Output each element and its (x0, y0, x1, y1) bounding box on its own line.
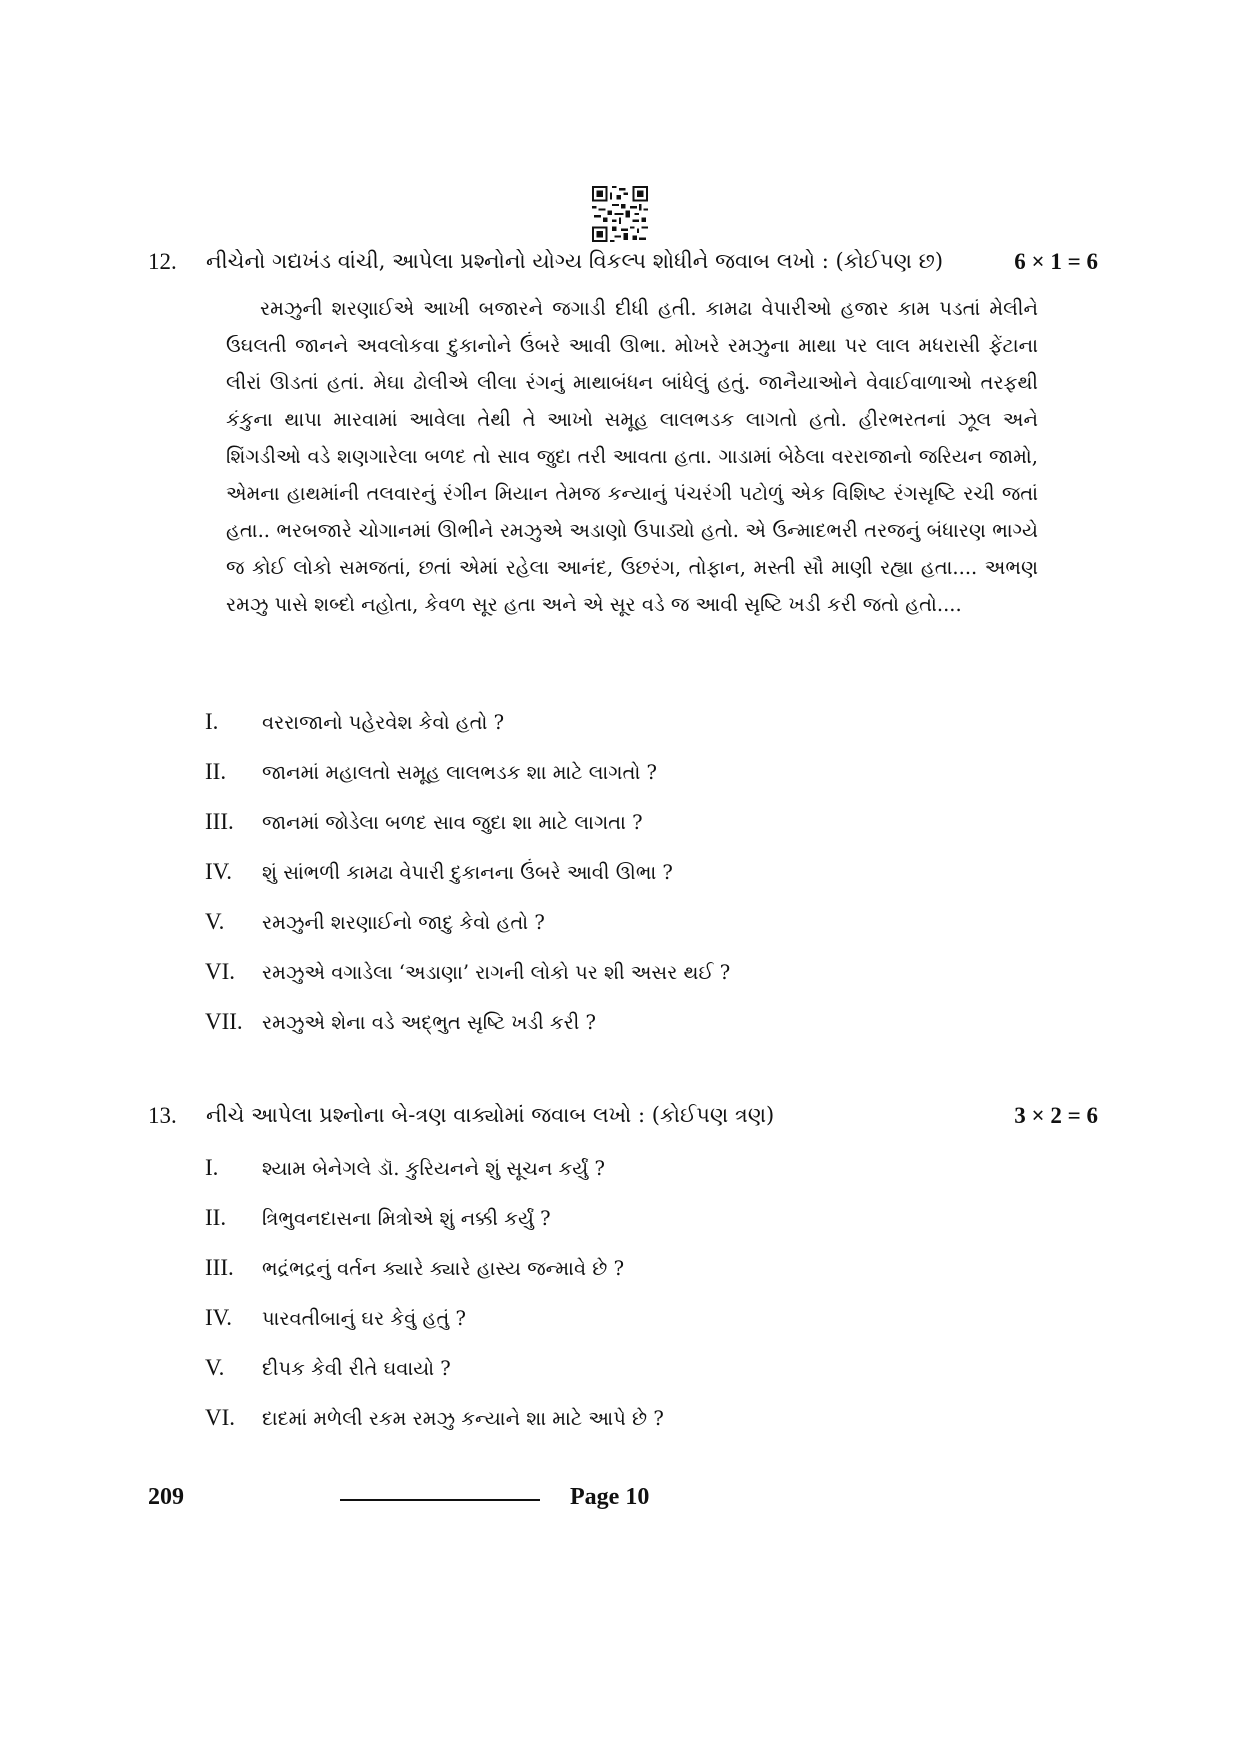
subquestion-numeral: I. (205, 709, 219, 734)
subquestion-text: જાનમાં મહાલતો સમૂહ લાલભડક શા માટે લાગતો ? (262, 761, 657, 784)
question-instruction: નીચે આપેલા પ્રશ્નોના બે-ત્રણ વાક્યોમાં જવાબ લખો : (કોઈપણ ત્રણ) (206, 1103, 775, 1127)
subquestion-numeral: VI. (205, 959, 236, 984)
paper-code: 209 (148, 1484, 184, 1510)
question-number: 13. (148, 1103, 177, 1128)
subquestion-item (205, 859, 1065, 909)
subquestion-numeral: II. (205, 1205, 227, 1230)
subquestion-text: શ્યામ બેનેગલે ડૉ. કુરિયનને શું સૂચન કર્યું ? (262, 1157, 605, 1180)
subquestion-text: ભદ્રંભદ્રનું વર્તન ક્યારે ક્યારે હાસ્ય જન્માવે છે ? (262, 1257, 625, 1280)
subquestion-item (205, 1205, 1065, 1255)
subquestion-numeral: V. (205, 1355, 225, 1380)
subquestion-item (205, 1255, 1065, 1305)
subquestion-text: રમઝુની શરણાઈનો જાદુ કેવો હતો ? (262, 911, 545, 934)
question-number: 12. (148, 249, 177, 274)
page-number: Page 10 (570, 1484, 650, 1510)
footer-divider (340, 1499, 540, 1501)
subquestion-item (205, 959, 1065, 1009)
subquestion-numeral: IV. (205, 859, 233, 884)
subquestion-numeral: III. (205, 1255, 234, 1280)
subquestion-text: દીપક કેવી રીતે ઘવાયો ? (262, 1357, 451, 1380)
subquestion-item (205, 1355, 1065, 1405)
subquestion-item (205, 909, 1065, 959)
subquestion-numeral: VII. (205, 1009, 243, 1034)
subquestion-text: દાદમાં મળેલી રકમ રમઝુ કન્યાને શા માટે આપે છે ? (262, 1407, 664, 1430)
question-12-subquestions (205, 709, 1065, 1059)
subquestion-item (205, 1009, 1065, 1059)
question-marks: 3 × 2 = 6 (1014, 1103, 1098, 1128)
subquestion-item (205, 1155, 1065, 1205)
subquestion-text: ત્રિભુવનદાસના મિત્રોએ શું નક્કી કર્યું ? (262, 1207, 551, 1230)
subquestion-numeral: III. (205, 809, 234, 834)
subquestion-numeral: IV. (205, 1305, 233, 1330)
subquestion-item (205, 709, 1065, 759)
question-instruction: નીચેનો ગદ્યખંડ વાંચી, આપેલા પ્રશ્નોનો યોગ્ય વિકલ્પ શોધીને જવાબ લખો : (કોઈપણ છ) (206, 249, 944, 273)
subquestion-text: શું સાંભળી કામઢા વેપારી દુકાનના ઉંબરે આવી ઊભા ? (262, 861, 673, 884)
subquestion-numeral: VI. (205, 1405, 236, 1430)
subquestion-item (205, 759, 1065, 809)
subquestion-item (205, 1305, 1065, 1355)
subquestion-text: પારવતીબાનું ઘર કેવું હતું ? (262, 1307, 466, 1330)
subquestion-item (205, 1405, 1065, 1455)
subquestion-numeral: II. (205, 759, 227, 784)
reading-passage: રમઝુની શરણાઈએ આખી બજારને જગાડી દીધી હતી. કામઢા વેપારીઓ હજાર કામ પડતાં મેલીને ઉઘલતી જાનને અવલોકવા દુકાનોને ઉંબરે આવી ઊભા. મોખરે રમઝુના માથા પર લાલ મધરાસી ફેંટાના લીરાં ઊડતાં હતાં. મેઘા ઢોલીએ લીલા રંગનું માથાબંધન બાંધેલું હતું. જાનૈયાઓને વેવાઈવાળાઓ તરફથી કંકુના થાપા મારવામાં આવેલા તેથી તે આખો સમૂહ લાલભડક લાગતો હતો. હીરભરતનાં ઝૂલ અને શિંગડીઓ વડે શણગારેલા બળદ તો સાવ જુદા તરી આવતા હતા. ગાડામાં બેઠેલા વરરાજાનો જરિયન જામો, એમના હાથમાંની તલવારનું રંગીન મિયાન તેમજ કન્યાનું પંચરંગી પટોળું એક વિશિષ્ટ રંગસૃષ્ટિ રચી જતાં હતા.. ભરબજારે ચોગાનમાં ઊભીને રમઝુએ અડાણો ઉપાડ્યો હતો. એ ઉન્માદભરી તરજનું બંધારણ ભાગ્યે જ કોઈ લોકો સમજતાં, છતાં એમાં રહેલા આનંદ, ઉછરંગ, તોફાન, મસ્તી સૌ માણી રહ્યા હતા.... અભણ રમઝુ પાસે શબ્દો નહોતા, કેવળ સૂર હતા અને એ સૂર વડે જ આવી સૃષ્ટિ ખડી કરી જતો હતો.... (226, 297, 1038, 616)
qr-code (592, 186, 648, 242)
subquestion-numeral: I. (205, 1155, 219, 1180)
subquestion-text: રમઝુએ વગાડેલા ‘અડાણા’ રાગની લોકો પર શી અસર થઈ ? (262, 961, 731, 984)
subquestion-text: વરરાજાનો પહેરવેશ કેવો હતો ? (262, 711, 505, 734)
subquestion-text: રમઝુએ શેના વડે અદ્ભુત સૃષ્ટિ ખડી કરી ? (262, 1011, 596, 1034)
subquestion-text: જાનમાં જોડેલા બળદ સાવ જુદા શા માટે લાગતા ? (262, 811, 643, 834)
question-marks: 6 × 1 = 6 (1014, 249, 1098, 274)
question-13-subquestions (205, 1155, 1065, 1455)
subquestion-numeral: V. (205, 909, 225, 934)
subquestion-item (205, 809, 1065, 859)
